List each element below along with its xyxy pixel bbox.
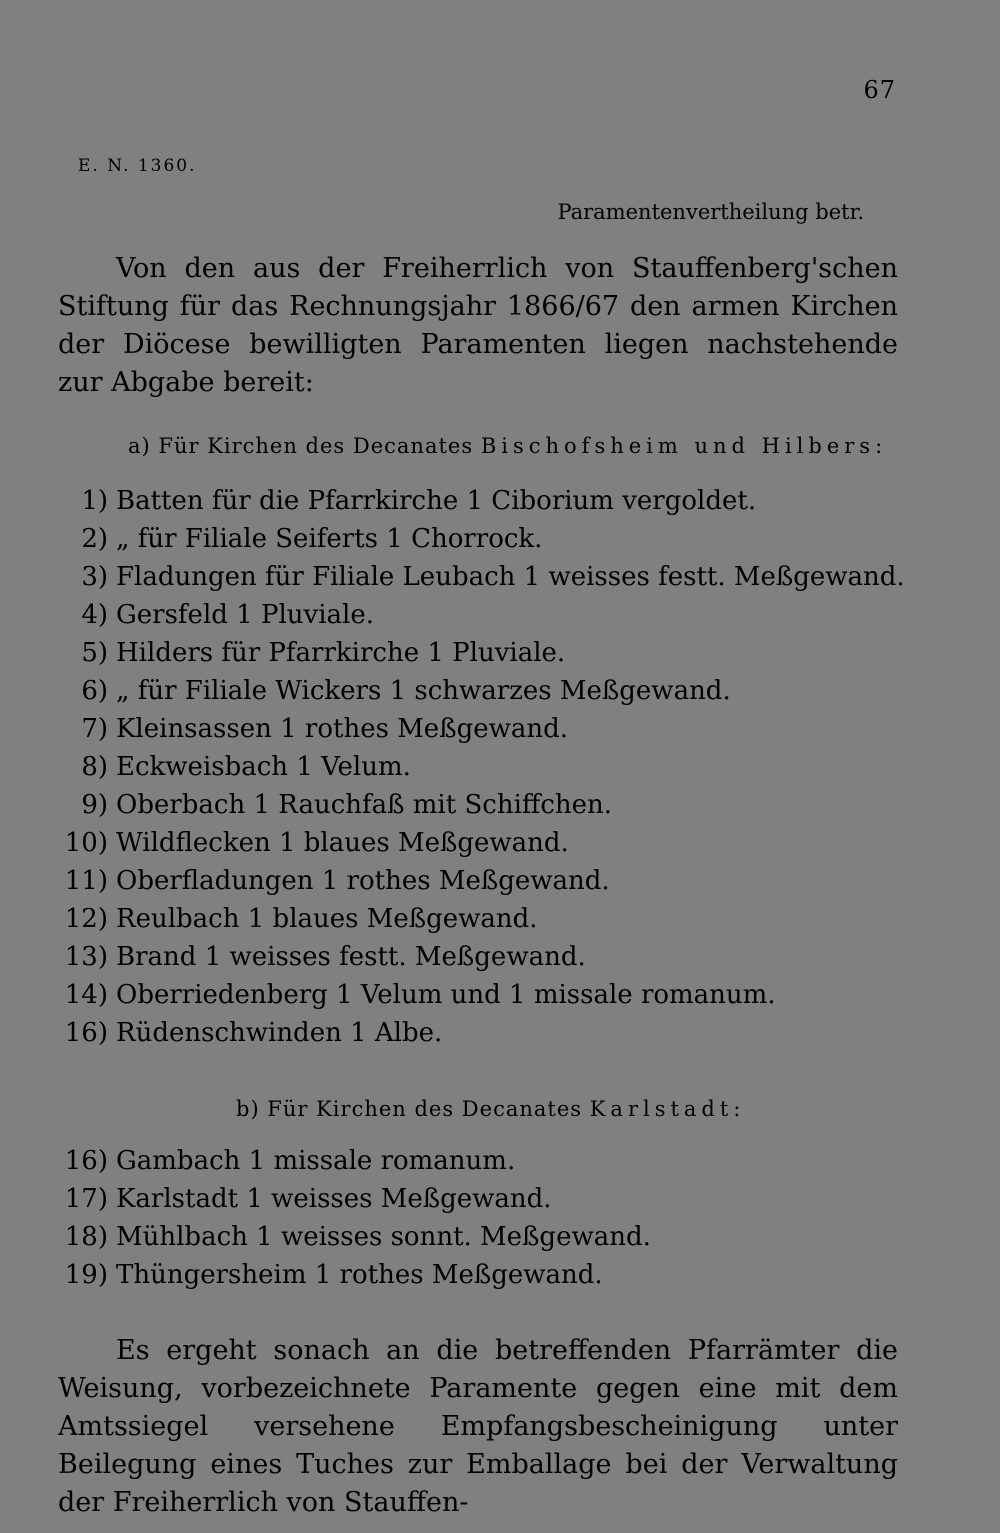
item-text: Gersfeld 1 Pluviale. [116, 600, 374, 630]
list-item [52, 1180, 932, 1218]
item-text: Reulbach 1 blaues Meßgewand. [116, 904, 538, 934]
list-item [52, 672, 932, 710]
item-text: Karlstadt 1 weisses Meßgewand. [116, 1184, 552, 1214]
list-item [52, 786, 932, 824]
item-number: 9) [81, 790, 108, 820]
item-number: 1) [81, 486, 108, 516]
item-number: 12) [64, 904, 108, 934]
intro-paragraph: Von den aus der Freiherrlich von Stauffenberg'schen Stiftung für das Rechnungsjahr 1866/67 den armen Kirchen der Diöcese bewilligten Paramenten liegen nachstehende zur Abgabe bereit: [58, 253, 898, 398]
item-text: Oberbach 1 Rauchfaß mit Schiffchen. [116, 790, 613, 820]
item-number: 17) [64, 1184, 108, 1214]
item-text: Rüdenschwinden 1 Albe. [116, 1018, 443, 1048]
list-item [52, 1142, 932, 1180]
item-number: 3) [81, 562, 108, 592]
item-number: 16) [64, 1018, 108, 1048]
list-item [52, 558, 932, 596]
section-a-prefix: a) Für Kirchen des Decanates [128, 434, 474, 458]
closing-paragraph: Es ergeht sonach an die betreffenden Pfarrämter die Weisung, vorbezeichnete Paramente gegen eine mit dem Amtssiegel versehene Empfangsbescheinigung unter Beilegung eines Tuches zur Emballage bei der Verwaltung der Freiherrlich von Stauffen- [58, 1335, 898, 1518]
item-number: 5) [81, 638, 108, 668]
list-item [52, 1014, 932, 1052]
item-text: Eckweisbach 1 Velum. [116, 752, 411, 782]
section-a-heading [128, 434, 887, 458]
item-text: Batten für die Pfarrkirche 1 Ciborium vergoldet. [116, 486, 757, 516]
list-item [52, 1218, 932, 1256]
section-b-list [52, 1142, 932, 1294]
item-number: 18) [64, 1222, 108, 1252]
list-item [52, 938, 932, 976]
item-number: 16) [64, 1146, 108, 1176]
reference-number: E. N. 1360. [78, 156, 197, 176]
item-text: Oberfladungen 1 rothes Meßgewand. [116, 866, 610, 896]
list-item [52, 596, 932, 634]
list-item [52, 520, 932, 558]
list-item [52, 976, 932, 1014]
item-text: Hilders für Pfarrkirche 1 Pluviale. [116, 638, 566, 668]
item-text: Gambach 1 missale romanum. [116, 1146, 516, 1176]
section-b-heading [236, 1097, 745, 1121]
item-number: 4) [81, 600, 108, 630]
list-item [52, 824, 932, 862]
section-b-place: Karlstadt: [589, 1097, 746, 1121]
item-number: 19) [64, 1260, 108, 1290]
subject-line: Paramentenvertheilung betr. [557, 200, 864, 224]
list-item [52, 862, 932, 900]
item-number: 2) [81, 524, 108, 554]
item-number: 11) [64, 866, 108, 896]
page-number: 67 [863, 76, 896, 104]
item-number: 10) [64, 828, 108, 858]
section-a-list [52, 482, 932, 1052]
item-text: Kleinsassen 1 rothes Meßgewand. [116, 714, 569, 744]
item-text: Fladungen für Filiale Leubach 1 weisses festt. Meßgewand. [116, 562, 905, 592]
list-item [52, 710, 932, 748]
list-item [52, 482, 932, 520]
item-text: Brand 1 weisses festt. Meßgewand. [116, 942, 586, 972]
item-number: 14) [64, 980, 108, 1010]
item-text: Thüngersheim 1 rothes Meßgewand. [116, 1260, 603, 1290]
item-text: „ für Filiale Seiferts 1 Chorrock. [116, 524, 543, 554]
item-text: Oberriedenberg 1 Velum und 1 missale romanum. [116, 980, 776, 1010]
item-text: Wildflecken 1 blaues Meßgewand. [116, 828, 569, 858]
item-number: 13) [64, 942, 108, 972]
list-item [52, 748, 932, 786]
item-number: 7) [81, 714, 108, 744]
list-item [52, 900, 932, 938]
item-text: Mühlbach 1 weisses sonnt. Meßgewand. [116, 1222, 651, 1252]
section-a-place: Bischofsheim und Hilbers: [480, 434, 888, 458]
item-number: 6) [81, 676, 108, 706]
section-b-prefix: b) Für Kirchen des Decanates [236, 1097, 583, 1121]
list-item [52, 634, 932, 672]
item-text: „ für Filiale Wickers 1 schwarzes Meßgewand. [116, 676, 731, 706]
list-item [52, 1256, 932, 1294]
item-number: 8) [81, 752, 108, 782]
